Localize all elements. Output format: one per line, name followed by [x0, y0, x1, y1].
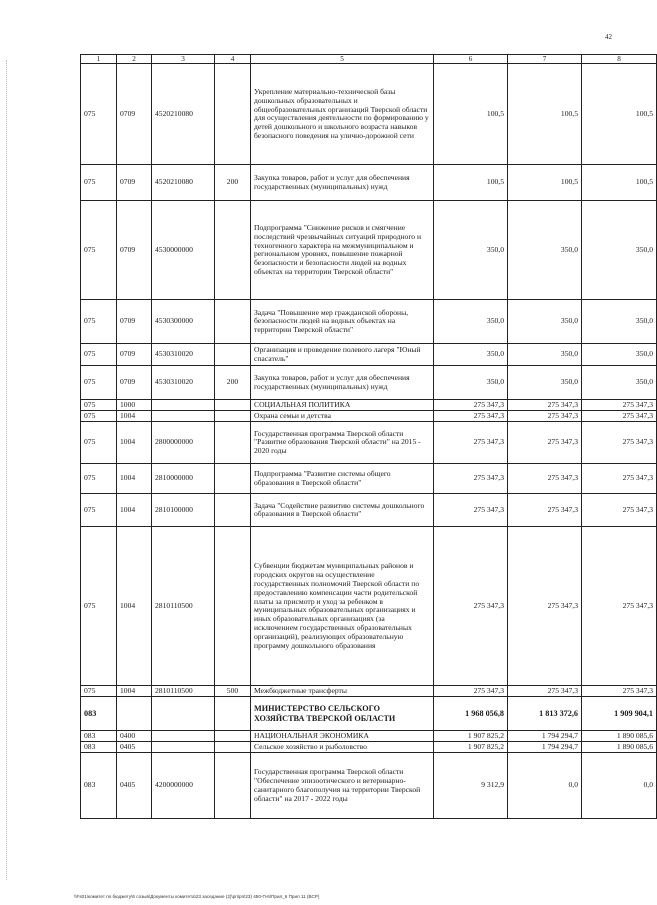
item-name-cell: Задача "Повышение мер гражданской обороны, безопасности людей на водных объектах на территории Тверской области" — [251, 300, 434, 344]
header-cell-8: 8 — [582, 55, 657, 64]
amount-year-1-cell: 1 968 056,8 — [434, 697, 508, 731]
target-article-code-cell: 2810110500 — [152, 686, 215, 697]
agency-code-cell: 075 — [81, 686, 117, 697]
amount-year-1-cell: 275 347,3 — [434, 464, 508, 494]
amount-year-2-cell: 275 347,3 — [508, 527, 582, 686]
agency-code-cell: 083 — [81, 753, 117, 819]
amount-year-3-cell: 275 347,3 — [582, 686, 657, 697]
section-code-cell: 0709 — [117, 300, 152, 344]
item-name-cell: Государственная программа Тверской области "Обеспечение эпизоотического и ветеринарно-санитарного благополучия на территории Тверской области" на 2017 - 2022 годы — [251, 753, 434, 819]
expense-type-code-cell — [215, 494, 251, 527]
target-article-code-cell: 2810100000 — [152, 494, 215, 527]
amount-year-1-cell: 275 347,3 — [434, 527, 508, 686]
expense-type-code-cell — [215, 697, 251, 731]
target-article-code-cell: 4530000000 — [152, 201, 215, 300]
expense-type-code-cell: 200 — [215, 165, 251, 201]
amount-year-2-cell: 275 347,3 — [508, 411, 582, 422]
section-code-cell — [117, 697, 152, 731]
amount-year-1-cell: 1 907 825,2 — [434, 731, 508, 742]
amount-year-3-cell: 275 347,3 — [582, 400, 657, 411]
target-article-code-cell: 2800000000 — [152, 422, 215, 464]
agency-code-cell: 075 — [81, 201, 117, 300]
section-code-cell: 1004 — [117, 686, 152, 697]
table-row — [81, 464, 657, 494]
amount-year-2-cell: 350,0 — [508, 300, 582, 344]
amount-year-2-cell: 350,0 — [508, 344, 582, 366]
agency-code-cell: 075 — [81, 300, 117, 344]
amount-year-2-cell: 1 813 372,6 — [508, 697, 582, 731]
item-name-cell: Охрана семьи и детства — [251, 411, 434, 422]
agency-code-cell: 075 — [81, 411, 117, 422]
section-code-cell: 0709 — [117, 64, 152, 165]
section-code-cell: 1004 — [117, 464, 152, 494]
amount-year-1-cell: 9 312,9 — [434, 753, 508, 819]
section-code-cell: 1004 — [117, 422, 152, 464]
target-article-code-cell: 2810110500 — [152, 527, 215, 686]
item-name-cell: Подпрограмма "Развитие системы общего образования в Тверской области" — [251, 464, 434, 494]
section-code-cell: 0405 — [117, 742, 152, 753]
expense-type-code-cell — [215, 411, 251, 422]
amount-year-3-cell: 1 909 904,1 — [582, 697, 657, 731]
target-article-code-cell: 4200000000 — [152, 753, 215, 819]
expense-type-code-cell — [215, 742, 251, 753]
target-article-code-cell — [152, 400, 215, 411]
agency-code-cell: 083 — [81, 742, 117, 753]
item-name-cell: МИНИСТЕРСТВО СЕЛЬСКОГО ХОЗЯЙСТВА ТВЕРСКОЙ ОБЛАСТИ — [251, 697, 434, 731]
section-code-cell: 1004 — [117, 411, 152, 422]
header-cell-5: 5 — [251, 55, 434, 64]
amount-year-1-cell: 100,5 — [434, 165, 508, 201]
target-article-code-cell: 2810000000 — [152, 464, 215, 494]
header-cell-1: 1 — [81, 55, 117, 64]
amount-year-3-cell: 275 347,3 — [582, 464, 657, 494]
amount-year-1-cell: 275 347,3 — [434, 686, 508, 697]
item-name-cell: НАЦИОНАЛЬНАЯ ЭКОНОМИКА — [251, 731, 434, 742]
table-row — [81, 366, 657, 400]
amount-year-1-cell: 1 907 825,2 — [434, 742, 508, 753]
amount-year-2-cell: 1 794 294,7 — [508, 731, 582, 742]
target-article-code-cell: 4530310020 — [152, 366, 215, 400]
item-name-cell: Укрепление материально-технической базы дошкольных образовательных и общеобразовательных организаций Тверской области для осуществления деятельности по формированию у детей дошкольного и школьного возраста навыков безопасного поведения на улично-дорожной сети — [251, 64, 434, 165]
target-article-code-cell: 4520210080 — [152, 64, 215, 165]
agency-code-cell: 075 — [81, 400, 117, 411]
table-row — [81, 64, 657, 165]
budget-table — [80, 54, 657, 819]
item-name-cell: Закупка товаров, работ и услуг для обеспечения государственных (муниципальных) нужд — [251, 165, 434, 201]
expense-type-code-cell: 200 — [215, 366, 251, 400]
section-code-cell: 0709 — [117, 344, 152, 366]
table-row — [81, 201, 657, 300]
table-row — [81, 300, 657, 344]
amount-year-1-cell: 350,0 — [434, 344, 508, 366]
item-name-cell: Государственная программа Тверской области "Развитие образования Тверской области" на 2015 - 2020 годы — [251, 422, 434, 464]
amount-year-3-cell: 275 347,3 — [582, 527, 657, 686]
amount-year-1-cell: 275 347,3 — [434, 422, 508, 464]
amount-year-3-cell: 350,0 — [582, 300, 657, 344]
section-code-cell: 1000 — [117, 400, 152, 411]
expense-type-code-cell — [215, 64, 251, 165]
section-code-cell: 1004 — [117, 494, 152, 527]
table-row — [81, 527, 657, 686]
table-row — [81, 742, 657, 753]
expense-type-code-cell — [215, 201, 251, 300]
amount-year-2-cell: 275 347,3 — [508, 686, 582, 697]
table-row — [81, 753, 657, 819]
agency-code-cell: 075 — [81, 527, 117, 686]
agency-code-cell: 075 — [81, 64, 117, 165]
expense-type-code-cell — [215, 422, 251, 464]
amount-year-1-cell: 350,0 — [434, 201, 508, 300]
amount-year-3-cell: 1 890 085,6 — [582, 731, 657, 742]
amount-year-3-cell: 350,0 — [582, 201, 657, 300]
table-row — [81, 400, 657, 411]
amount-year-2-cell: 0,0 — [508, 753, 582, 819]
agency-code-cell: 075 — [81, 464, 117, 494]
amount-year-2-cell: 275 347,3 — [508, 494, 582, 527]
page-number: 42 — [605, 33, 612, 41]
target-article-code-cell: 4530300000 — [152, 300, 215, 344]
amount-year-1-cell: 350,0 — [434, 300, 508, 344]
amount-year-1-cell: 275 347,3 — [434, 411, 508, 422]
item-name-cell: Подпрограмма "Снижение рисков и смягчение последствий чрезвычайных ситуаций природного и техногенного характера на межмуниципальном и региональном уровнях, повышение пожарной безопасности и безопасности людей на водных объектах на территории Тверской области" — [251, 201, 434, 300]
table-row — [81, 686, 657, 697]
table-row — [81, 422, 657, 464]
header-cell-7: 7 — [508, 55, 582, 64]
table-row — [81, 165, 657, 201]
amount-year-3-cell: 100,5 — [582, 64, 657, 165]
expense-type-code-cell: 500 — [215, 686, 251, 697]
header-cell-6: 6 — [434, 55, 508, 64]
agency-code-cell: 083 — [81, 731, 117, 742]
table-row — [81, 494, 657, 527]
item-name-cell: Субвенции бюджетам муниципальных районов и городских округов на осуществление государственных полномочий Тверской области по предоставлению компенсации части родительской платы за присмотр и уход за ребенком в муниципальных образовательных организациях и иных образовательных организациях (за исключением государственных образовательных организаций), реализующих образовательную программу дошкольного образования — [251, 527, 434, 686]
amount-year-3-cell: 100,5 — [582, 165, 657, 201]
amount-year-2-cell: 275 347,3 — [508, 400, 582, 411]
header-cell-3: 3 — [152, 55, 215, 64]
table-row — [81, 344, 657, 366]
expense-type-code-cell — [215, 527, 251, 686]
target-article-code-cell — [152, 731, 215, 742]
target-article-code-cell — [152, 742, 215, 753]
amount-year-1-cell: 350,0 — [434, 366, 508, 400]
section-code-cell: 1004 — [117, 527, 152, 686]
target-article-code-cell — [152, 411, 215, 422]
agency-code-cell: 083 — [81, 697, 117, 731]
amount-year-3-cell: 1 890 085,6 — [582, 742, 657, 753]
amount-year-2-cell: 100,5 — [508, 165, 582, 201]
agency-code-cell: 075 — [81, 165, 117, 201]
expense-type-code-cell — [215, 400, 251, 411]
expense-type-code-cell — [215, 300, 251, 344]
agency-code-cell: 075 — [81, 494, 117, 527]
header-cell-2: 2 — [117, 55, 152, 64]
agency-code-cell: 075 — [81, 422, 117, 464]
table-row — [81, 731, 657, 742]
amount-year-2-cell: 350,0 — [508, 201, 582, 300]
target-article-code-cell: 4530310020 — [152, 344, 215, 366]
table-row — [81, 697, 657, 731]
amount-year-1-cell: 275 347,3 — [434, 494, 508, 527]
amount-year-2-cell: 275 347,3 — [508, 464, 582, 494]
amount-year-3-cell: 275 347,3 — [582, 494, 657, 527]
item-name-cell: Закупка товаров, работ и услуг для обеспечения государственных (муниципальных) нужд — [251, 366, 434, 400]
header-cell-4: 4 — [215, 55, 251, 64]
section-code-cell: 0400 — [117, 731, 152, 742]
item-name-cell: СОЦИАЛЬНАЯ ПОЛИТИКА — [251, 400, 434, 411]
amount-year-3-cell: 0,0 — [582, 753, 657, 819]
scan-margin-marks — [6, 60, 9, 880]
table-row — [81, 411, 657, 422]
section-code-cell: 0405 — [117, 753, 152, 819]
agency-code-cell: 075 — [81, 344, 117, 366]
agency-code-cell: 075 — [81, 366, 117, 400]
section-code-cell: 0709 — [117, 201, 152, 300]
item-name-cell: Задача "Содействие развитию системы дошкольного образования в Тверской области" — [251, 494, 434, 527]
target-article-code-cell: 4520210080 — [152, 165, 215, 201]
item-name-cell: Организация и проведение полевого лагеря "Юный спасатель" — [251, 344, 434, 366]
expense-type-code-cell — [215, 464, 251, 494]
section-code-cell: 0709 — [117, 165, 152, 201]
amount-year-2-cell: 275 347,3 — [508, 422, 582, 464]
amount-year-2-cell: 100,5 — [508, 64, 582, 165]
target-article-code-cell — [152, 697, 215, 731]
expense-type-code-cell — [215, 344, 251, 366]
amount-year-3-cell: 275 347,3 — [582, 411, 657, 422]
expense-type-code-cell — [215, 753, 251, 819]
amount-year-3-cell: 350,0 — [582, 344, 657, 366]
file-path-footer: \\Fs01\комитет по бюджету\6 созыв\Документы комитета\23 заседание (2)\рп\рп\23) 450-П-6\Прил_6 Прил 11 (ВСР) — [74, 894, 320, 899]
amount-year-3-cell: 350,0 — [582, 366, 657, 400]
amount-year-2-cell: 350,0 — [508, 366, 582, 400]
budget-table-body — [81, 55, 657, 819]
column-number-row — [81, 55, 657, 64]
amount-year-1-cell: 100,5 — [434, 64, 508, 165]
section-code-cell: 0709 — [117, 366, 152, 400]
item-name-cell: Межбюджетные трансферты — [251, 686, 434, 697]
amount-year-1-cell: 275 347,3 — [434, 400, 508, 411]
item-name-cell: Сельское хозяйство и рыболовство — [251, 742, 434, 753]
amount-year-3-cell: 275 347,3 — [582, 422, 657, 464]
amount-year-2-cell: 1 794 294,7 — [508, 742, 582, 753]
expense-type-code-cell — [215, 731, 251, 742]
